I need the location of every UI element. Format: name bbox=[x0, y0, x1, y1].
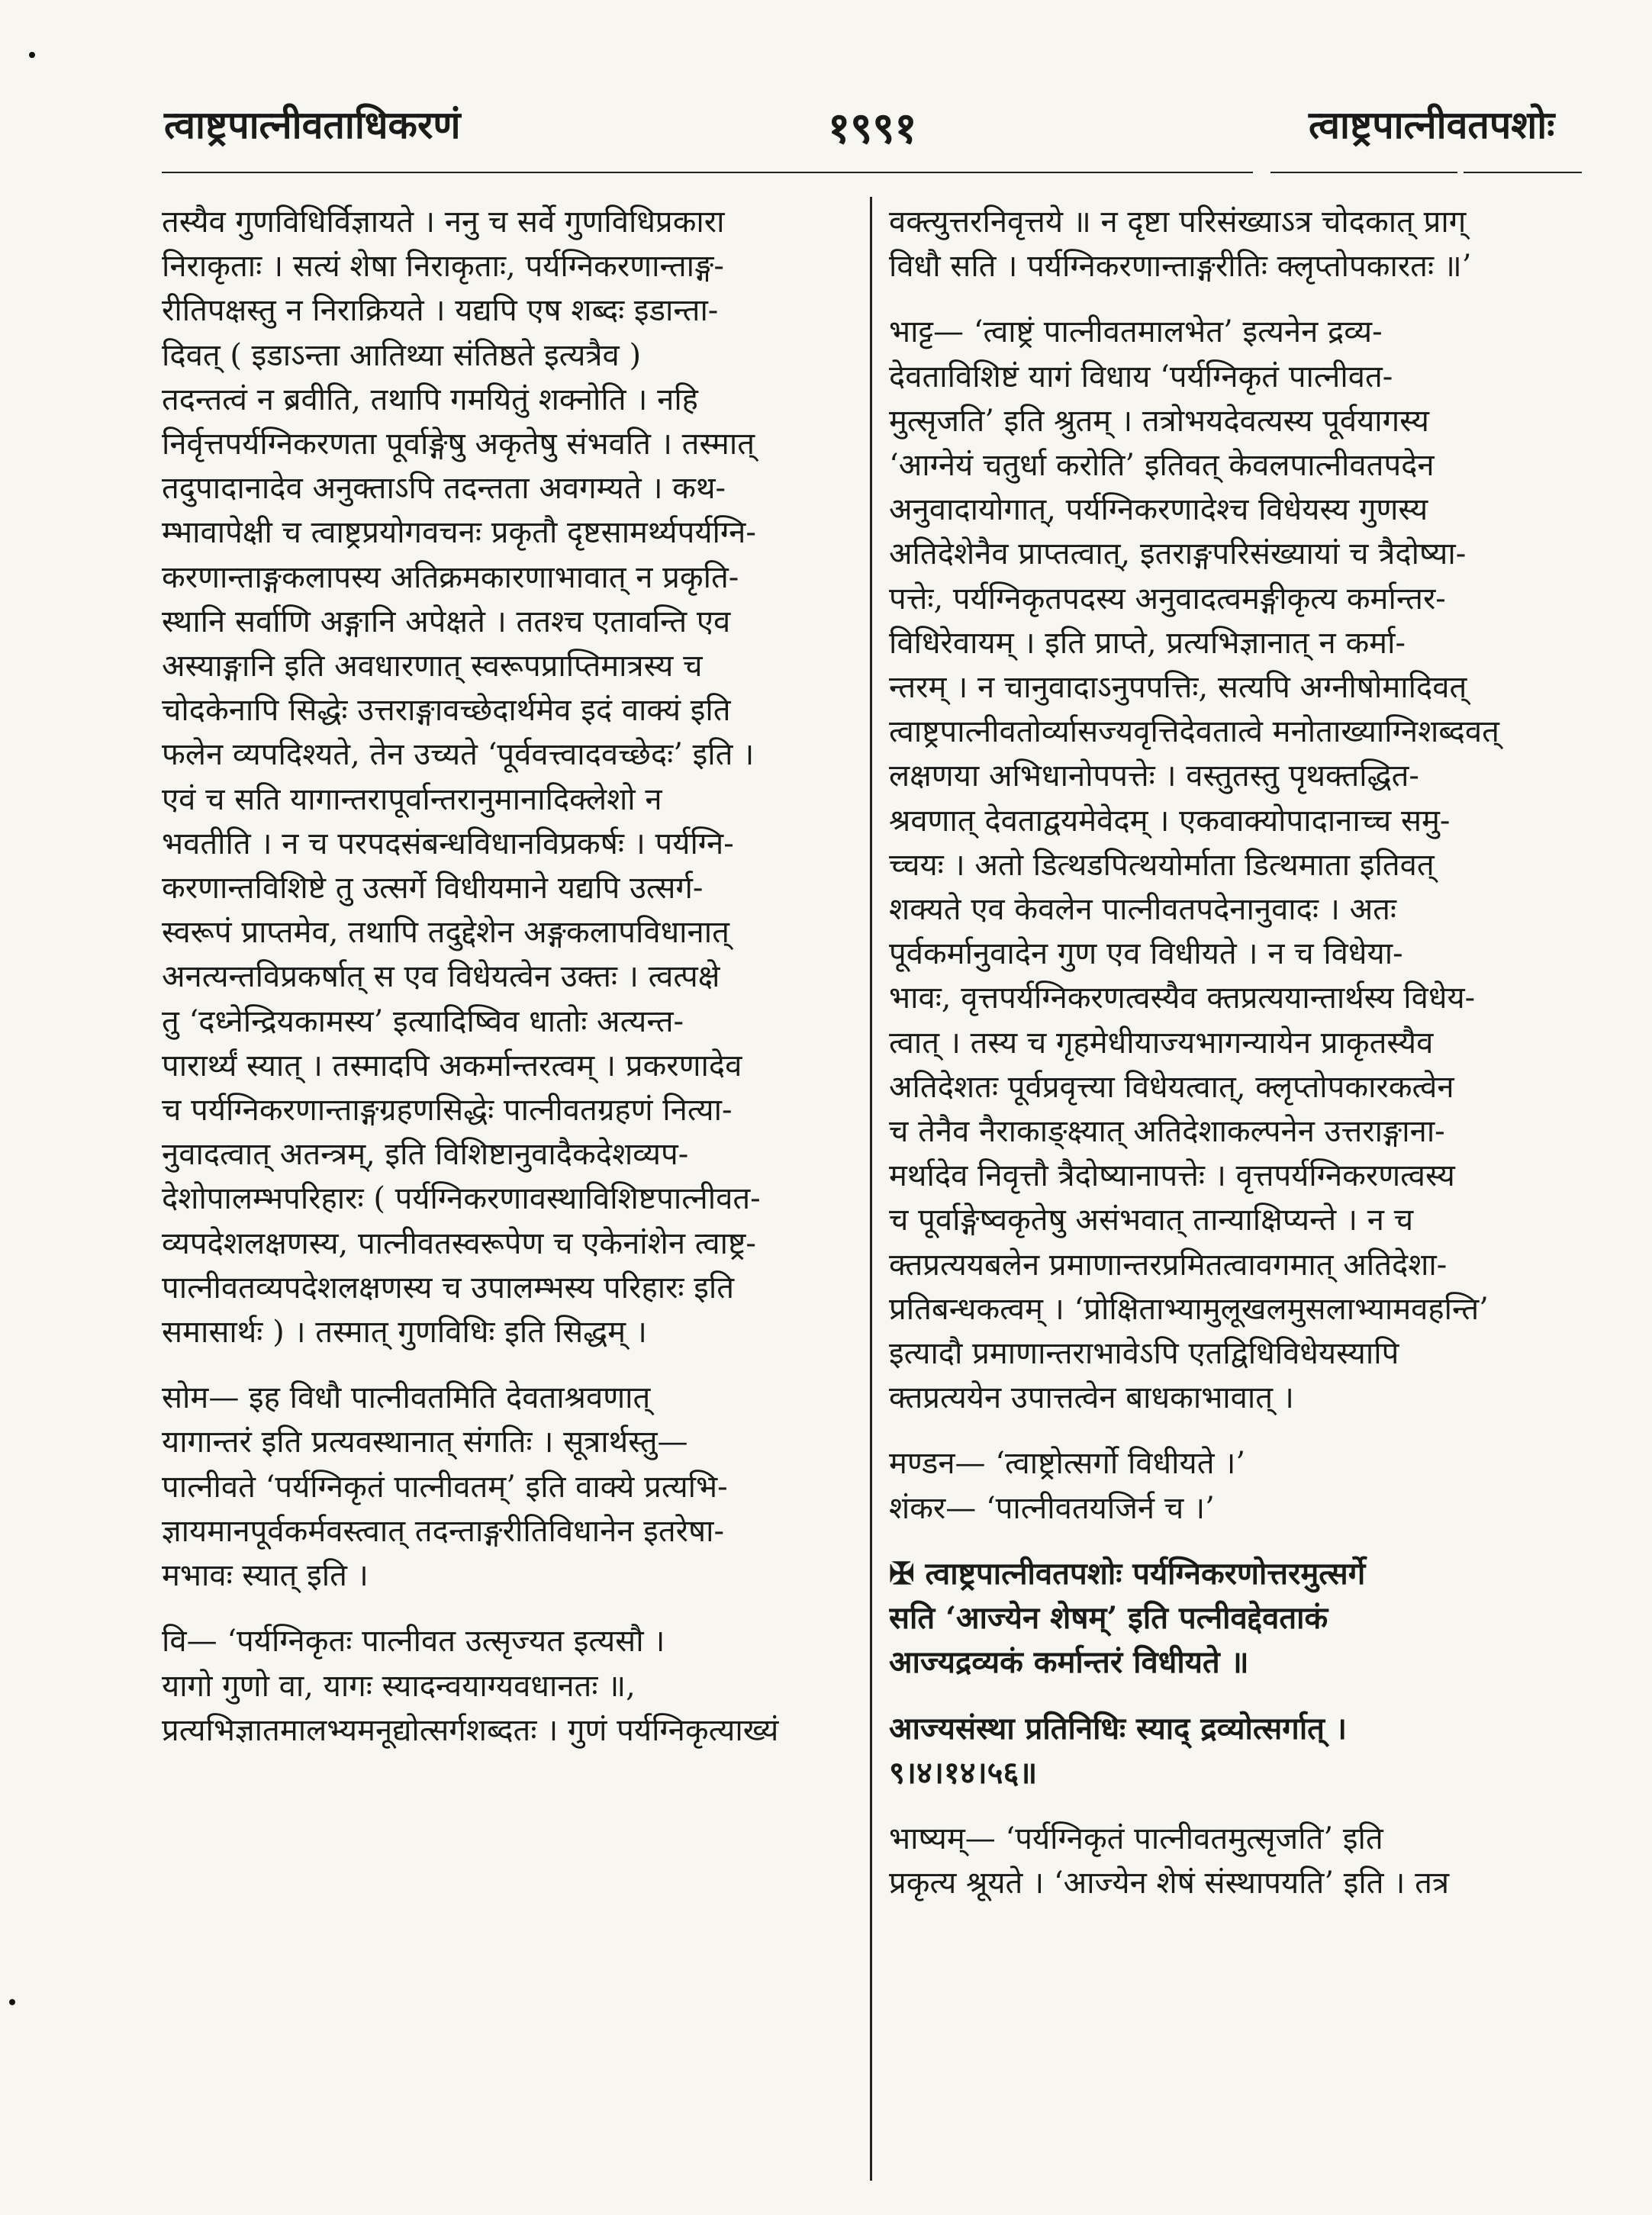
paragraph-gap bbox=[889, 1685, 1572, 1707]
text-line: अनुवादायोगात्, पर्यग्निकरणादेश्च विधेयस्य गुणस्य bbox=[889, 492, 1428, 528]
text-line: मुत्सृजति’ इति श्रुतम् । तत्रोभयदेवत्यस्य पूर्वयागस्य bbox=[889, 403, 1429, 439]
header-rule bbox=[1270, 172, 1457, 173]
paragraph bbox=[889, 1441, 1572, 1530]
text-line: मण्डन— ‘त्वाष्ट्रोत्सर्गो विधीयते ।’ bbox=[889, 1446, 1246, 1482]
text-line: अस्याङ्गानि इति अवधारणात् स्वरूपप्राप्तिमात्रस्य च bbox=[162, 649, 703, 684]
text-line: शक्यते एव केवलेन पात्नीवतपदेनानुवादः । अतः bbox=[889, 892, 1397, 928]
paragraph bbox=[162, 1376, 993, 1598]
text-line: पात्नीवतव्यपदेशलक्षणस्य च उपालम्भस्य परिहारः इति bbox=[162, 1270, 735, 1305]
right-column bbox=[889, 200, 1572, 1905]
running-head-left: त्वाष्ट्रपात्नीवताधिकरणं bbox=[164, 102, 461, 147]
text-line: विधिरेवायम् । इति प्राप्ते, प्रत्यभिज्ञानात् न कर्मा- bbox=[889, 625, 1406, 661]
paragraph bbox=[162, 200, 993, 1354]
text-line: तदुपादानादेव अनुक्ताऽपि तदन्तता अवगम्यते । कथ- bbox=[162, 471, 726, 507]
text-line: न्तरम् । न चानुवादाऽनुपपत्तिः, सत्यपि अग्नीषोमादिवत् bbox=[889, 670, 1467, 706]
text-line: वक्त्युत्तरनिवृत्तये ॥ न दृष्टा परिसंख्याऽत्र चोदकात् प्राग् bbox=[889, 204, 1467, 240]
text-line: फलेन व्यपदिश्यते, तेन उच्यते ‘पूर्ववत्त्वादवच्छेदः’ इति । bbox=[162, 737, 755, 773]
text-line: इत्यादौ प्रमाणान्तराभावेऽपि एतद्विधिविधेयस्यापि bbox=[889, 1336, 1399, 1372]
page-number: १९९१ bbox=[828, 103, 917, 153]
text-line: अनत्यन्तविप्रकर्षात् स एव विधेयत्वेन उक्तः । त्वत्पक्षे bbox=[162, 959, 720, 995]
text-line: रीतिपक्षस्तु न निराक्रियते । यद्यपि एष शब्दः इडान्ता- bbox=[162, 293, 719, 329]
text-line: भाष्यम्— ‘पर्यग्निकृतं पात्नीवतमुत्सृजति’ इति bbox=[889, 1821, 1383, 1856]
text-line: आज्यद्रव्यकं कर्मान्तरं विधीयते ॥ bbox=[889, 1644, 1249, 1681]
running-head-right: त्वाष्ट्रपात्नीवतपशोः bbox=[1309, 102, 1555, 147]
text-line: म्भावापेक्षी च त्वाष्ट्रप्रयोगवचनः प्रकृतौ दृष्टसामर्थ्यपर्यग्नि- bbox=[162, 515, 756, 551]
text-line: नुवादत्वात् अतन्त्रम्, इति विशिष्टानुवादैकदेशव्यप- bbox=[162, 1137, 689, 1173]
paragraph-gap bbox=[889, 1420, 1572, 1441]
text-line: भवतीति । न च परपदसंबन्धविधानविप्रकर्षः । पर्यग्नि- bbox=[162, 826, 734, 861]
paragraph bbox=[889, 310, 1572, 1420]
text-line: ✠ त्वाष्ट्रपात्नीवतपशोः पर्यग्निकरणोत्तरमुत्सर्गे bbox=[889, 1555, 1366, 1592]
paragraph bbox=[889, 200, 1572, 288]
paragraph bbox=[889, 1817, 1572, 1905]
text-line: पात्नीवते ‘पर्यग्निकृतं पात्नीवतम्’ इति वाक्ये प्रत्यभि- bbox=[162, 1469, 728, 1505]
paragraph-gap bbox=[162, 1354, 993, 1376]
paragraph-gap bbox=[889, 1795, 1572, 1817]
text-line: प्रतिबन्धकत्वम् । ‘प्रोक्षिताभ्यामुलूखलमुसलाभ्यामवहन्ति’ bbox=[889, 1291, 1489, 1327]
text-line: विधौ सति । पर्यग्निकरणान्ताङ्गरीतिः क्लृप्तोपकारतः ॥’ bbox=[889, 249, 1472, 285]
scan-speck bbox=[9, 1999, 15, 2005]
text-line: च्चयः । अतो डित्थडपित्थयोर्माता डित्थमाता इतिवत् bbox=[889, 847, 1435, 883]
text-line: स्वरूपं प्राप्तमेव, तथापि तदुद्देशेन अङ्गकलापविधानात् bbox=[162, 915, 729, 951]
text-line: शंकर— ‘पात्नीवतयजिर्न च ।’ bbox=[889, 1490, 1215, 1526]
text-line: प्रकृत्य श्रूयते । ‘आज्येन शेषं संस्थापयति’ इति । तत्र bbox=[889, 1866, 1450, 1901]
text-line: एवं च सति यागान्तरापूर्वान्तरानुमानादिक्लेशो न bbox=[162, 781, 662, 817]
text-line: स्थानि सर्वाणि अङ्गानि अपेक्षते । ततश्च एतावन्ति एव bbox=[162, 604, 731, 639]
text-line: आज्यसंस्था प्रतिनिधिः स्याद् द्रव्योत्सर्गात् । bbox=[889, 1710, 1348, 1747]
text-line: अतिदेशेनैव प्राप्तत्वात्, इतराङ्गपरिसंख्यायां च त्रैदोष्या- bbox=[889, 536, 1467, 572]
text-line: च तेनैव नैराकाङ्क्ष्यात् अतिदेशाकल्पनेन उत्तराङ्गाना- bbox=[889, 1114, 1445, 1150]
text-line: तु ‘दध्नेन्द्रियकामस्य’ इत्यादिष्विव धातोः अत्यन्त- bbox=[162, 1003, 684, 1039]
paragraph bbox=[889, 1707, 1572, 1795]
text-line: तदन्तत्वं न ब्रवीति, तथापि गमयितुं शक्नोति । नहि bbox=[162, 382, 698, 417]
text-line: निर्वृत्तपर्यग्निकरणता पूर्वाङ्गेषु अकृतेषु संभवति । तस्मात् bbox=[162, 427, 755, 462]
paragraph-gap bbox=[889, 1531, 1572, 1552]
text-line: समासार्थः ) । तस्मात् गुणविधिः इति सिद्धम् । bbox=[162, 1315, 647, 1351]
text-line: यागो गुणो वा, यागः स्यादन्वयाग्यवधानतः ॥, bbox=[162, 1668, 636, 1704]
text-line: पारार्थ्यं स्यात् । तस्मादपि अकर्मान्तरत्वम् । प्रकरणादेव bbox=[162, 1048, 742, 1083]
text-line: भावः, वृत्तपर्यग्निकरणत्वस्यैव क्तप्रत्ययान्तार्थस्य विधेय- bbox=[889, 980, 1476, 1016]
text-line: यागान्तरं इति प्रत्यवस्थानात् संगतिः । सूत्रार्थस्तु— bbox=[162, 1425, 688, 1460]
text-line: ज्ञायमानपूर्वकर्मवस्त्वात् तदन्ताङ्गरीतिविधानेन इतरेषा- bbox=[162, 1513, 724, 1549]
text-line: अतिदेशतः पूर्वप्रवृत्त्या विधेयत्वात्, क्लृप्तोपकारकत्वेन bbox=[889, 1069, 1454, 1105]
text-line: करणान्तविशिष्टे तु उत्सर्गे विधीयमाने यद्यपि उत्सर्ग- bbox=[162, 871, 704, 906]
text-line: देवताविशिष्टं यागं विधाय ‘पर्यग्निकृतं पात्नीवत- bbox=[889, 359, 1393, 394]
text-line: व्यपदेशलक्षणस्य, पात्नीवतस्वरूपेण च एकेनांशेन त्वाष्ट्र- bbox=[162, 1225, 756, 1261]
header-rule bbox=[1464, 172, 1582, 173]
text-line: तस्यैव गुणविधिर्विज्ञायते । ननु च सर्वे गुणविधिप्रकारा bbox=[162, 204, 725, 240]
text-line: प्रत्यभिज्ञातमालभ्यमनूद्योत्सर्गशब्दतः । गुणं पर्यग्निकृत्याख्यं bbox=[162, 1712, 779, 1748]
text-line: चोदकेनापि सिद्धेः उत्तराङ्गावच्छेदार्थमेव इदं वाक्यं इति bbox=[162, 693, 731, 729]
text-line: मभावः स्यात् इति । bbox=[162, 1558, 369, 1594]
text-line: त्वाष्ट्रपात्नीवतोर्व्यासज्यवृत्तिदेवतात्वे मनोताख्याग्निशब्दवत् bbox=[889, 714, 1499, 750]
text-line: पत्तेः, पर्यग्निकृतपदस्य अनुवादत्वमङ्गीकृत्य कर्मान्तर- bbox=[889, 581, 1446, 617]
paragraph-gap bbox=[889, 288, 1572, 310]
header-rule bbox=[162, 172, 1253, 173]
paragraph-gap bbox=[162, 1598, 993, 1619]
text-line: भाट्ट— ‘त्वाष्ट्रं पात्नीवतमालभेत’ इत्यनेन द्रव्य- bbox=[889, 314, 1383, 350]
text-line: दिवत् ( इडाऽन्ता आतिथ्या संतिष्ठते इत्यत्रैव ) bbox=[162, 337, 642, 373]
text-line: मर्थादेव निवृत्तौ त्रैदोष्यानापत्तेः । वृत्तपर्यग्निकरणत्वस्य bbox=[889, 1158, 1455, 1194]
text-line: क्तप्रत्ययेन उपात्तत्वेन बाधकाभावात् । bbox=[889, 1380, 1294, 1416]
text-line: सति ‘आज्येन शेषम्’ इति पत्नीवद्देवताकं bbox=[889, 1600, 1328, 1637]
paragraph bbox=[162, 1619, 993, 1753]
text-line: लक्षणया अभिधानोपपत्तेः । वस्तुतस्तु पृथक्तद्धित- bbox=[889, 758, 1419, 794]
paragraph bbox=[889, 1552, 1572, 1685]
page-header bbox=[0, 0, 1652, 153]
text-line: च पर्यग्निकरणान्ताङ्गग्रहणसिद्धेः पात्नीवतग्रहणं नित्या- bbox=[162, 1093, 733, 1128]
text-line: करणान्ताङ्गकलापस्य अतिक्रमकारणाभावात् न प्रकृति- bbox=[162, 559, 739, 595]
text-line: त्वात् । तस्य च गृहमेधीयाज्यभागन्यायेन प्राकृतस्यैव bbox=[889, 1025, 1434, 1061]
text-line: देशोपालम्भपरिहारः ( पर्यग्निकरणावस्थाविशिष्टपात्नीवत- bbox=[162, 1181, 761, 1217]
text-line: च पूर्वाङ्गेष्वकृतेषु असंभवात् तान्याक्षिप्यन्ते । न च bbox=[889, 1202, 1414, 1238]
text-line: ९।४।१४।५६॥ bbox=[889, 1754, 1038, 1791]
text-line: सोम— इह विधौ पात्नीवतमिति देवताश्रवणात् bbox=[162, 1380, 651, 1416]
left-column bbox=[162, 200, 993, 1753]
text-line: वि— ‘पर्यग्निकृतः पात्नीवत उत्सृज्यत इत्यसौ । bbox=[162, 1624, 665, 1660]
text-line: क्तप्रत्ययबलेन प्रमाणान्तरप्रमितत्वावगमात् अतिदेशा- bbox=[889, 1247, 1448, 1283]
scan-speck bbox=[29, 52, 35, 58]
text-line: श्रवणात् देवताद्वयमेवेदम् । एकवाक्योपादानाच्च समु- bbox=[889, 803, 1451, 839]
text-line: ‘आग्नेयं चतुर्धा करोति’ इतिवत् केवलपात्नीवतपदेन bbox=[889, 448, 1435, 484]
text-line: निराकृताः । सत्यं शेषा निराकृताः, पर्यग्निकरणान्ताङ्ग- bbox=[162, 249, 724, 285]
text-line: पूर्वकर्मानुवादेन गुण एव विधीयते । न च विधेया- bbox=[889, 936, 1403, 972]
